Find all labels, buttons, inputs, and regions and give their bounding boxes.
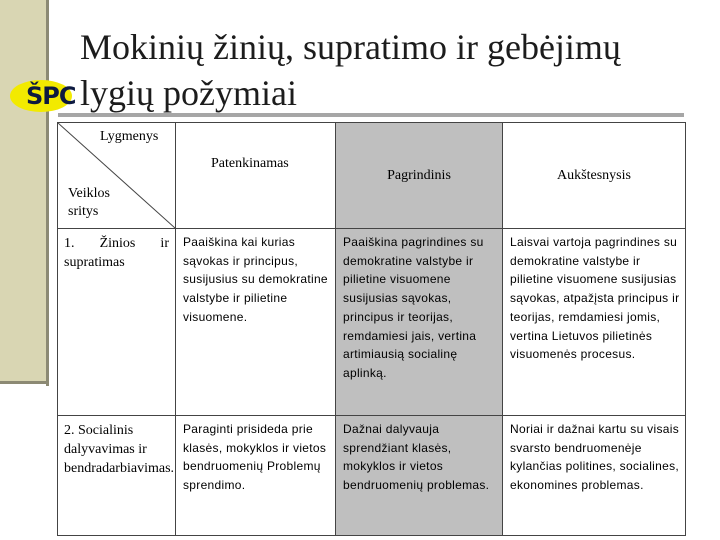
cell-basic: Paaiškina pagrindines su demokratine valstybe ir pilietine visuomene susijusias sąvokas, principus ir teorijas, remdamiesi jais, vertina artimiausią socialinę aplinką. [336, 229, 503, 416]
header-basic: Pagrindinis [336, 123, 503, 229]
criteria-table [57, 122, 686, 536]
decorative-horizontal-line [0, 381, 49, 384]
cell-advanced: Laisvai vartoja pagrindines su demokratine valstybe ir pilietine visuomene susijusias sąvokas, atpažįsta principus ir teorijas, remdamiesi jomis, vertina Lietuvos pilietinės visuomenės procesus. [503, 229, 686, 416]
decorative-vertical-line [46, 0, 49, 386]
cell-basic: Dažnai dalyvauja sprendžiant klasės, mokyklos ir vietos bendruomenių problemas. [336, 416, 503, 536]
area-cell: 1. Žinios ir supratimas [58, 229, 176, 416]
decorative-side-bar [0, 0, 46, 384]
title-underline [58, 113, 684, 117]
levels-label: Lygmenys [100, 129, 159, 144]
table-row [58, 416, 686, 536]
slide-title: Mokinių žinių, supratimo ir gebėjimų lygių požymiai [80, 27, 621, 113]
area-cell: 2. Socialinis dalyvavimas ir bendradarbiavimas. [58, 416, 176, 536]
header-advanced: Aukštesnysis [503, 123, 686, 229]
header-row [58, 123, 686, 229]
table-row [58, 229, 686, 416]
spc-logo [10, 72, 76, 118]
areas-label: Veiklos sritys [68, 186, 110, 219]
logo-text: ŠPC [26, 82, 76, 110]
cell-satisfactory: Paaiškina kai kurias sąvokas ir principus, susijusius su demokratine valstybe ir pilietine visuomene. [176, 229, 336, 416]
corner-header-cell [58, 123, 176, 229]
cell-advanced: Noriai ir dažnai kartu su visais svarsto bendruomenėje kylančias politines, socialines, ekonomines problemas. [503, 416, 686, 536]
header-satisfactory: Patenkinamas [176, 123, 336, 229]
cell-satisfactory: Paraginti prisideda prie klasės, mokyklos ir vietos bendruomenių Problemų sprendimo. [176, 416, 336, 536]
